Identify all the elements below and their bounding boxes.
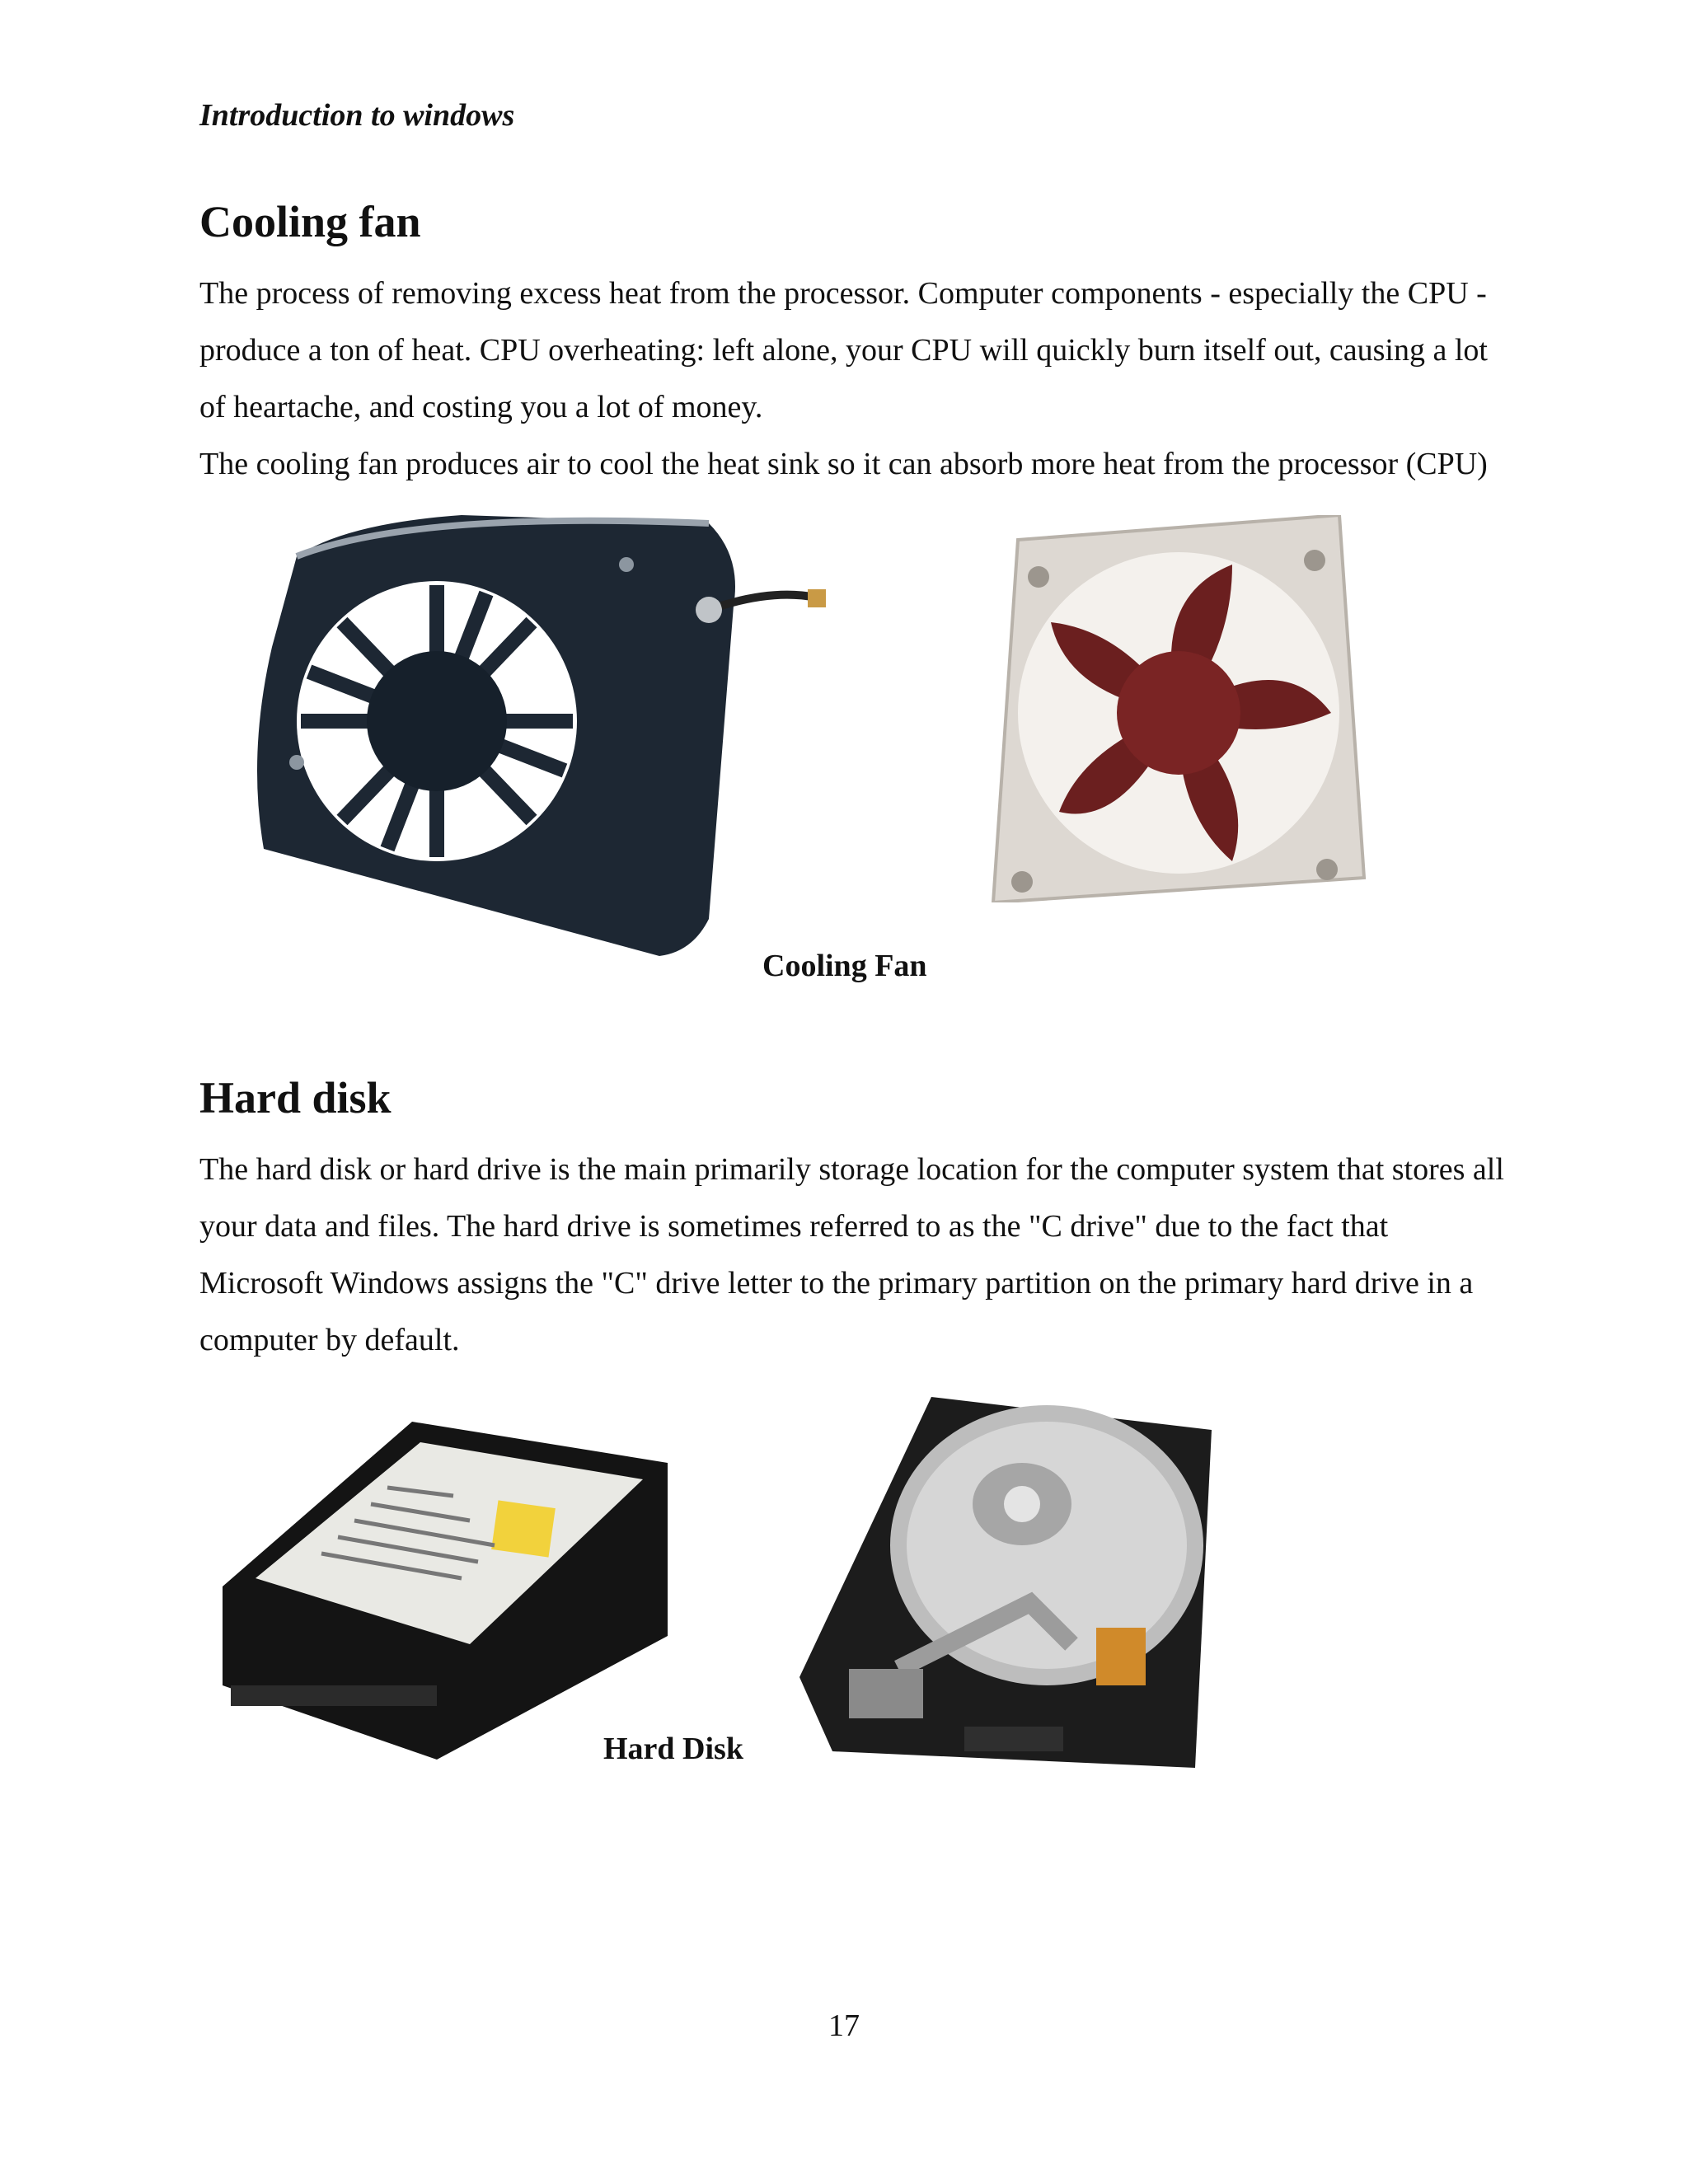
- figure-caption-cooling-fan: Cooling Fan: [762, 949, 927, 983]
- hard-drive-closed-image: [223, 1413, 676, 1768]
- laptop-fan-image: [247, 507, 841, 968]
- page-number: 17: [828, 2008, 860, 2043]
- running-header: Introduction to windows: [199, 98, 515, 133]
- section-heading-hard-disk: Hard disk: [199, 1073, 392, 1122]
- hard-drive-open-image: [799, 1397, 1212, 1768]
- section-heading-cooling-fan: Cooling fan: [199, 197, 421, 246]
- figure-caption-hard-disk: Hard Disk: [603, 1732, 743, 1766]
- paragraph-hard-disk: The hard disk or hard drive is the main primarily storage location for the computer system that stores all your data and files. The hard drive is sometimes referred to as the "C drive" due to the fact that Microsoft Windows assigns the "C" drive letter to the primary partition on the primary hard drive in a computer by default.: [199, 1152, 1504, 1357]
- case-fan-image: [985, 515, 1381, 902]
- paragraph-cooling-fan-function: The cooling fan produces air to cool the heat sink so it can absorb more heat from the processor (CPU): [199, 447, 1488, 481]
- paragraph-cooling-intro: The process of removing excess heat from the processor. Computer components - especially the CPU - produce a ton of heat. CPU overheating: left alone, your CPU will quickly burn itself out, causing a lot of heartache, and costing you a lot of money.: [199, 276, 1488, 424]
